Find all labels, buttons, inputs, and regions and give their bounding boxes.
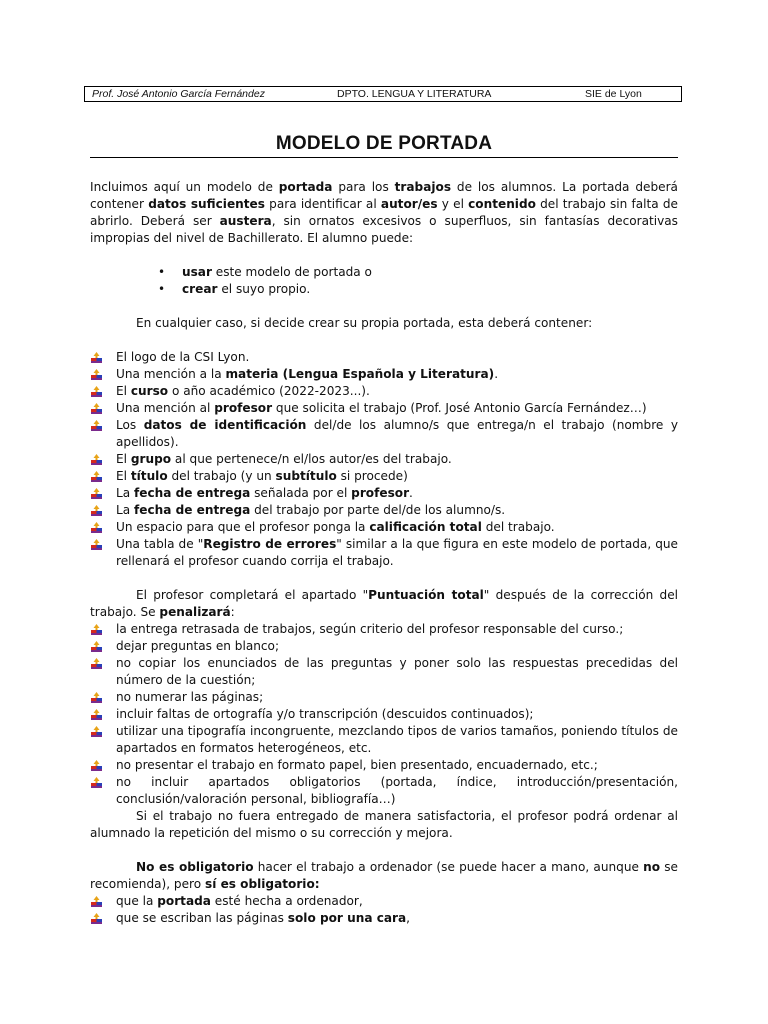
document-body [90, 179, 678, 927]
arrow-bullet-icon [90, 488, 103, 499]
text-run: utilizar una tipografía incongruente, mezclando tipos de varios tamaños, poniendo títulos de apartados en formatos heterogéneos, etc. [116, 724, 678, 755]
requirement-item [90, 519, 678, 536]
bold-text: penalizará [159, 605, 231, 619]
option-item [158, 281, 678, 298]
arrow-bullet-icon [90, 369, 103, 380]
penalties-list [90, 621, 678, 808]
requirement-item [90, 417, 678, 451]
bold-text: contenido [468, 197, 536, 211]
bold-text: materia (Lengua Española y Literatura) [225, 367, 495, 381]
bold-text: austera [219, 214, 272, 228]
repeat-paragraph [90, 808, 678, 842]
bold-text: calificación total [369, 520, 482, 534]
arrow-bullet-icon [90, 624, 103, 635]
text-run: La [116, 503, 134, 517]
text-run: si procede) [336, 469, 408, 483]
text-run: al que pertenece/n el/los autor/es del trabajo. [171, 452, 452, 466]
text-run: Una mención a la [116, 367, 226, 381]
computer-paragraph [90, 859, 678, 893]
header-author: Prof. José Antonio García Fernández [92, 88, 265, 100]
arrow-bullet-icon [90, 760, 103, 771]
bold-text: profesor [214, 401, 273, 415]
bold-text: curso [130, 384, 169, 398]
text-run: . [494, 367, 499, 381]
arrow-bullet-icon [90, 505, 103, 516]
text-run: del trabajo (y un [167, 469, 276, 483]
bold-text: portada [278, 180, 333, 194]
bold-text: fecha de entrega [134, 486, 251, 500]
arrow-bullet-icon [90, 454, 103, 465]
penalty-item [90, 706, 678, 723]
bold-text: crear [182, 282, 218, 296]
text-run: incluir faltas de ortografía y/o transcripción (descuidos continuados); [116, 707, 534, 721]
options-list [90, 264, 678, 298]
arrow-bullet-icon [90, 386, 103, 397]
bold-text: Registro de errores [203, 537, 337, 551]
header-department: DPTO. LENGUA Y LITERATURA [337, 88, 492, 100]
requirement-item [90, 485, 678, 502]
text-run: El [116, 384, 131, 398]
page-title: MODELO DE PORTADA [275, 133, 493, 154]
bold-text: solo por una cara [287, 911, 407, 925]
text-run: del trabajo sin falta de abrirlo. Deberá ser [90, 197, 679, 228]
text-run: Los [116, 418, 144, 432]
text-run: Incluimos aquí un modelo de [90, 180, 279, 194]
header-school: SIE de Lyon [585, 88, 642, 100]
page-header [84, 86, 682, 102]
requirement-item [90, 383, 678, 400]
text-run: de los alumnos. La portada deberá contener [90, 180, 678, 211]
penalty-item [90, 723, 678, 757]
text-run: que solicita el trabajo (Prof. José Antonio García Fernández…) [272, 401, 647, 415]
text-run: no numerar las páginas; [116, 690, 264, 704]
text-run: El [116, 452, 131, 466]
text-run: El [116, 469, 131, 483]
arrow-bullet-icon [90, 692, 103, 703]
penalty-item [90, 621, 678, 638]
text-run: no incluir apartados obligatorios (portada, índice, introducción/presentación, conclusión/valoración personal, bibliografía…) [116, 775, 678, 806]
mandatory-item [90, 910, 678, 927]
requirement-item [90, 400, 678, 417]
text-run: no copiar los enunciados de las preguntas y poner solo las respuestas precedidas del número de la cuestión; [116, 656, 678, 687]
text-run: La [116, 486, 134, 500]
bold-text: no [643, 860, 661, 874]
arrow-bullet-icon [90, 539, 103, 550]
text-run: En cualquier caso, si decide crear su propia portada, esta deberá contener: [136, 316, 593, 330]
requirement-item [90, 468, 678, 485]
arrow-bullet-icon [90, 641, 103, 652]
penalty-item [90, 655, 678, 689]
penalty-item [90, 774, 678, 808]
bold-text: título [130, 469, 168, 483]
penalty-item [90, 689, 678, 706]
requirement-item [90, 536, 678, 570]
text-run: . [409, 486, 413, 500]
requirement-item [90, 451, 678, 468]
text-run: El logo de la CSI Lyon. [116, 350, 250, 364]
bold-text: portada [157, 894, 211, 908]
arrow-bullet-icon [90, 913, 103, 924]
text-run: Una tabla de " [116, 537, 204, 551]
text-run: que se escriban las páginas [116, 911, 288, 925]
mandatory-item [90, 893, 678, 910]
bold-text: trabajos [394, 180, 452, 194]
bold-text: subtítulo [275, 469, 337, 483]
arrow-bullet-icon [90, 658, 103, 669]
text-run: , sin ornatos excesivos o superfluos, sin fantasías decorativas impropias del nivel de Bachillerato. El alumno puede: [90, 214, 678, 245]
text-run: o año académico (2022-2023...). [168, 384, 370, 398]
arrow-bullet-icon [90, 709, 103, 720]
text-run: este modelo de portada o [211, 265, 372, 279]
text-run: " después de la corrección del trabajo. Se [90, 588, 678, 619]
text-run: hacer el trabajo a ordenador (se puede hacer a mano, aunque [253, 860, 644, 874]
bold-text: datos de identificación [143, 418, 307, 432]
requirements-list [90, 349, 678, 570]
text-run: para identificar al [264, 197, 381, 211]
lead-paragraph [90, 315, 678, 332]
bold-text: No es obligatorio [136, 860, 254, 874]
bold-text: grupo [130, 452, 172, 466]
arrow-bullet-icon [90, 352, 103, 363]
bold-text: sí es obligatorio: [205, 877, 320, 891]
arrow-bullet-icon [90, 726, 103, 737]
penalty-item [90, 638, 678, 655]
text-run: Un espacio para que el profesor ponga la [116, 520, 370, 534]
requirement-item [90, 366, 678, 383]
text-run: del trabajo. [481, 520, 555, 534]
text-run: y el [437, 197, 469, 211]
arrow-bullet-icon [90, 522, 103, 533]
arrow-bullet-icon [90, 777, 103, 788]
text-run: Una mención al [116, 401, 215, 415]
text-run: esté hecha a ordenador, [210, 894, 363, 908]
text-run: no presentar el trabajo en formato papel, bien presentado, encuadernado, etc.; [116, 758, 598, 772]
requirement-item [90, 349, 678, 366]
text-run: señalada por el [250, 486, 352, 500]
text-run: El profesor completará el apartado " [136, 588, 369, 602]
text-run: dejar preguntas en blanco; [116, 639, 280, 653]
text-run: , [406, 911, 411, 925]
text-run: del/de los alumno/s que entrega/n el trabajo (nombre y apellidos). [116, 418, 678, 449]
title-underline [90, 157, 678, 158]
arrow-bullet-icon [90, 471, 103, 482]
text-run: se recomienda), pero [90, 860, 678, 891]
arrow-bullet-icon [90, 420, 103, 431]
scoring-paragraph [90, 587, 678, 621]
text-run: Si el trabajo no fuera entregado de manera satisfactoria, el profesor podrá ordenar al alumnado la repetición del mismo o su corrección y mejora. [90, 809, 678, 840]
bold-text: autor/es [380, 197, 438, 211]
bold-text: fecha de entrega [134, 503, 251, 517]
text-run: " similar a la que figura en este modelo de portada, que rellenará el profesor cuando corrija el trabajo. [116, 537, 678, 568]
requirement-item [90, 502, 678, 519]
arrow-bullet-icon [90, 896, 103, 907]
bold-text: datos suficientes [148, 197, 265, 211]
text-run: para los [332, 180, 395, 194]
mandatory-list [90, 893, 678, 927]
text-run: el suyo propio. [217, 282, 311, 296]
penalty-item [90, 757, 678, 774]
bold-text: usar [182, 265, 212, 279]
text-run: la entrega retrasada de trabajos, según criterio del profesor responsable del curso.; [116, 622, 624, 636]
intro-paragraph [90, 179, 678, 247]
text-run: que la [116, 894, 158, 908]
bold-text: Puntuación total [368, 588, 484, 602]
option-item [158, 264, 678, 281]
text-run: : [230, 605, 235, 619]
bold-text: profesor [351, 486, 410, 500]
arrow-bullet-icon [90, 403, 103, 414]
text-run: del trabajo por parte del/de los alumno/s. [250, 503, 506, 517]
